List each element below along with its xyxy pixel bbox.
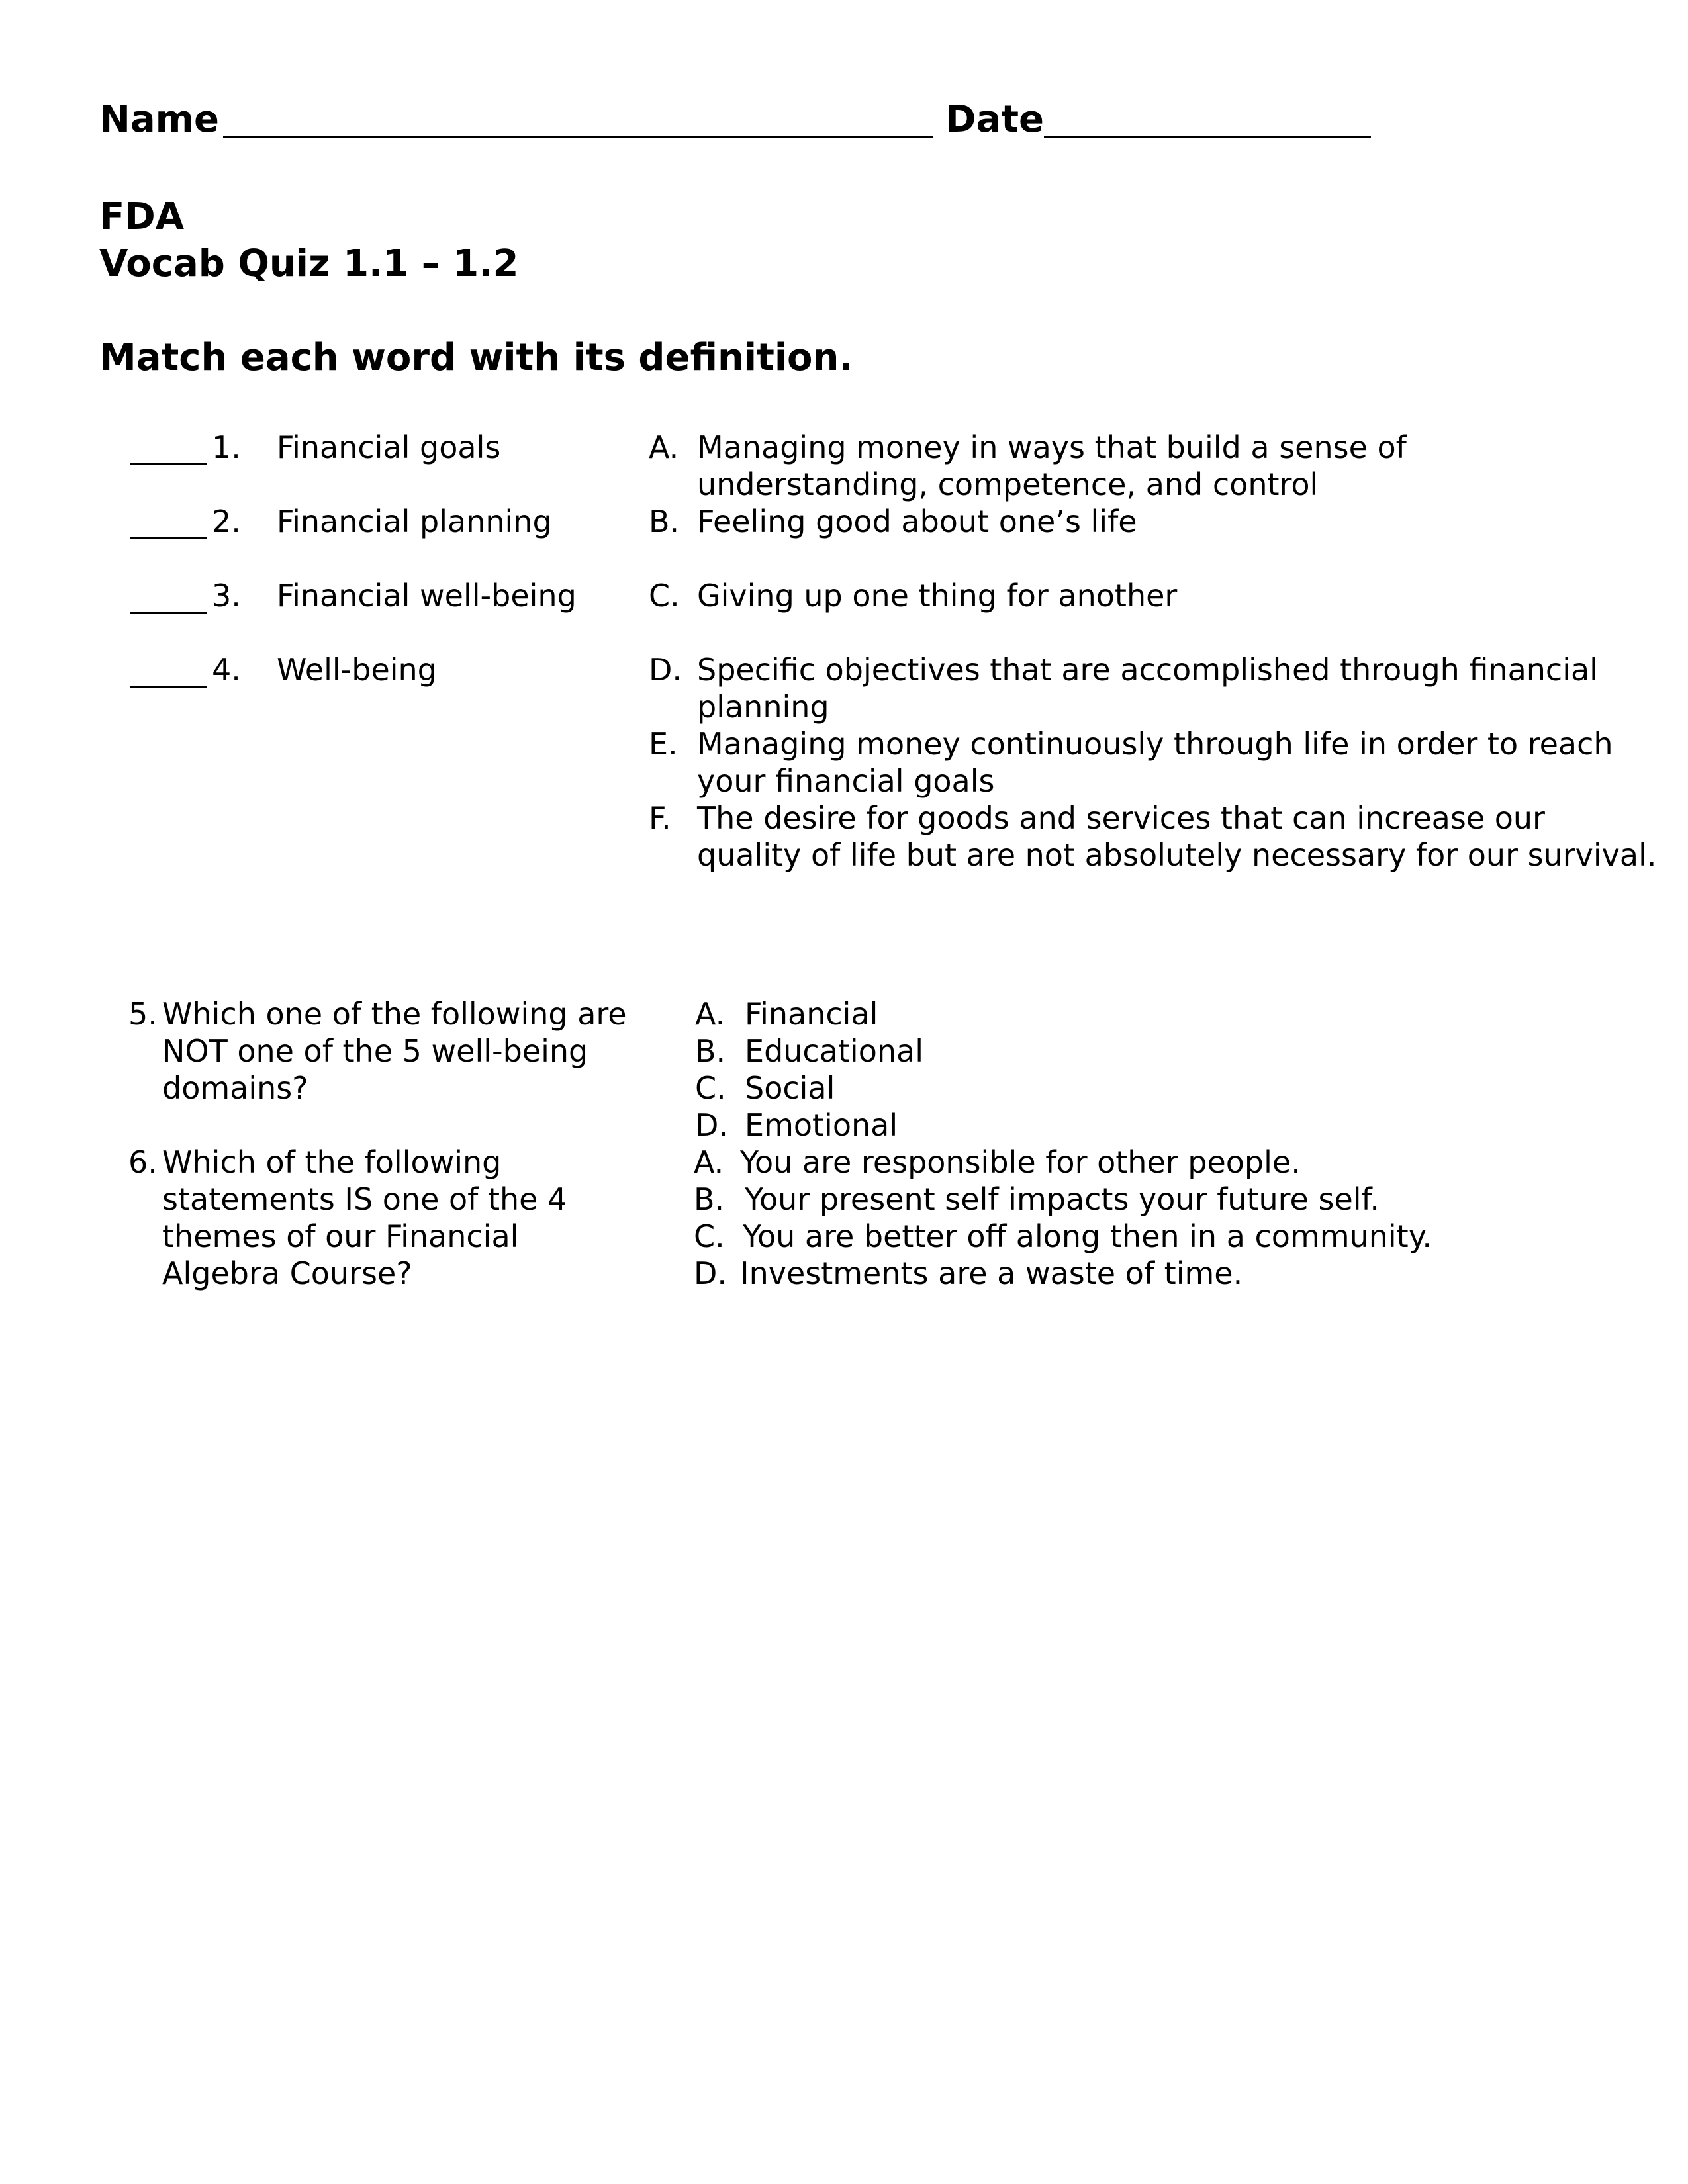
term-label: Financial well-being: [277, 578, 577, 614]
term-label: Financial goals: [277, 430, 501, 465]
choice-text[interactable]: Your present self impacts your future self.: [745, 1181, 1380, 1217]
choice-text[interactable]: You are better off along then in a community.: [743, 1218, 1432, 1254]
definition-text: Giving up one thing for another: [697, 578, 1178, 614]
answer-blank-1[interactable]: [130, 463, 207, 465]
choice-letter: B.: [695, 1033, 726, 1069]
definition-text: Managing money in ways that build a sense of: [697, 430, 1407, 465]
term-label: Well-being: [277, 652, 437, 688]
definition-text: understanding, competence, and control: [697, 467, 1319, 502]
term-label: Financial planning: [277, 504, 552, 539]
choice-text[interactable]: Financial: [745, 996, 878, 1032]
choice-text[interactable]: You are responsible for other people.: [740, 1144, 1301, 1180]
choice-text[interactable]: Social: [745, 1070, 835, 1106]
definition-text: Specific objectives that are accomplished through financial: [697, 652, 1598, 688]
choice-letter: A.: [694, 1144, 724, 1180]
term-number: 2.: [212, 504, 241, 539]
term-number: 4.: [212, 652, 241, 688]
answer-blank-3[interactable]: [130, 612, 207, 614]
choice-letter: D.: [694, 1255, 727, 1291]
name-label: Name: [99, 98, 219, 141]
choice-text[interactable]: Investments are a waste of time.: [740, 1255, 1243, 1291]
question-text: themes of our Financial: [162, 1218, 519, 1254]
definition-letter: B.: [649, 504, 680, 539]
question-number: 5.: [128, 996, 158, 1032]
date-field-line[interactable]: [1044, 136, 1371, 138]
definition-letter: C.: [649, 578, 680, 614]
question-text: domains?: [162, 1070, 308, 1106]
definition-text: planning: [697, 689, 829, 725]
definition-letter: F.: [649, 800, 671, 836]
definition-letter: E.: [649, 726, 678, 762]
question-number: 6.: [128, 1144, 158, 1180]
course-name: FDA: [99, 195, 185, 238]
choice-letter: B.: [694, 1181, 725, 1217]
quiz-title: Vocab Quiz 1.1 – 1.2: [99, 242, 519, 285]
definition-text: The desire for goods and services that can increase our: [697, 800, 1545, 836]
answer-blank-4[interactable]: [130, 686, 207, 688]
definition-text: Managing money continuously through life in order to reach: [697, 726, 1613, 762]
question-text: Algebra Course?: [162, 1255, 412, 1291]
instructions: Match each word with its definition.: [99, 336, 853, 379]
question-text: Which one of the following are: [162, 996, 627, 1032]
choice-text[interactable]: Emotional: [745, 1107, 898, 1143]
choice-text[interactable]: Educational: [745, 1033, 923, 1069]
choice-letter: D.: [695, 1107, 729, 1143]
choice-letter: C.: [694, 1218, 725, 1254]
date-label: Date: [945, 98, 1045, 141]
choice-letter: A.: [695, 996, 726, 1032]
definition-text: quality of life but are not absolutely necessary for our survival.: [697, 837, 1657, 873]
question-text: statements IS one of the 4: [162, 1181, 567, 1217]
question-text: NOT one of the 5 well-being: [162, 1033, 588, 1069]
definition-text: your financial goals: [697, 763, 995, 799]
question-text: Which of the following: [162, 1144, 502, 1180]
definition-text: Feeling good about one’s life: [697, 504, 1137, 539]
name-field-line[interactable]: [223, 136, 933, 138]
term-number: 1.: [212, 430, 241, 465]
definition-letter: D.: [649, 652, 682, 688]
definition-letter: A.: [649, 430, 679, 465]
term-number: 3.: [212, 578, 241, 614]
answer-blank-2[interactable]: [130, 537, 207, 539]
choice-letter: C.: [695, 1070, 726, 1106]
